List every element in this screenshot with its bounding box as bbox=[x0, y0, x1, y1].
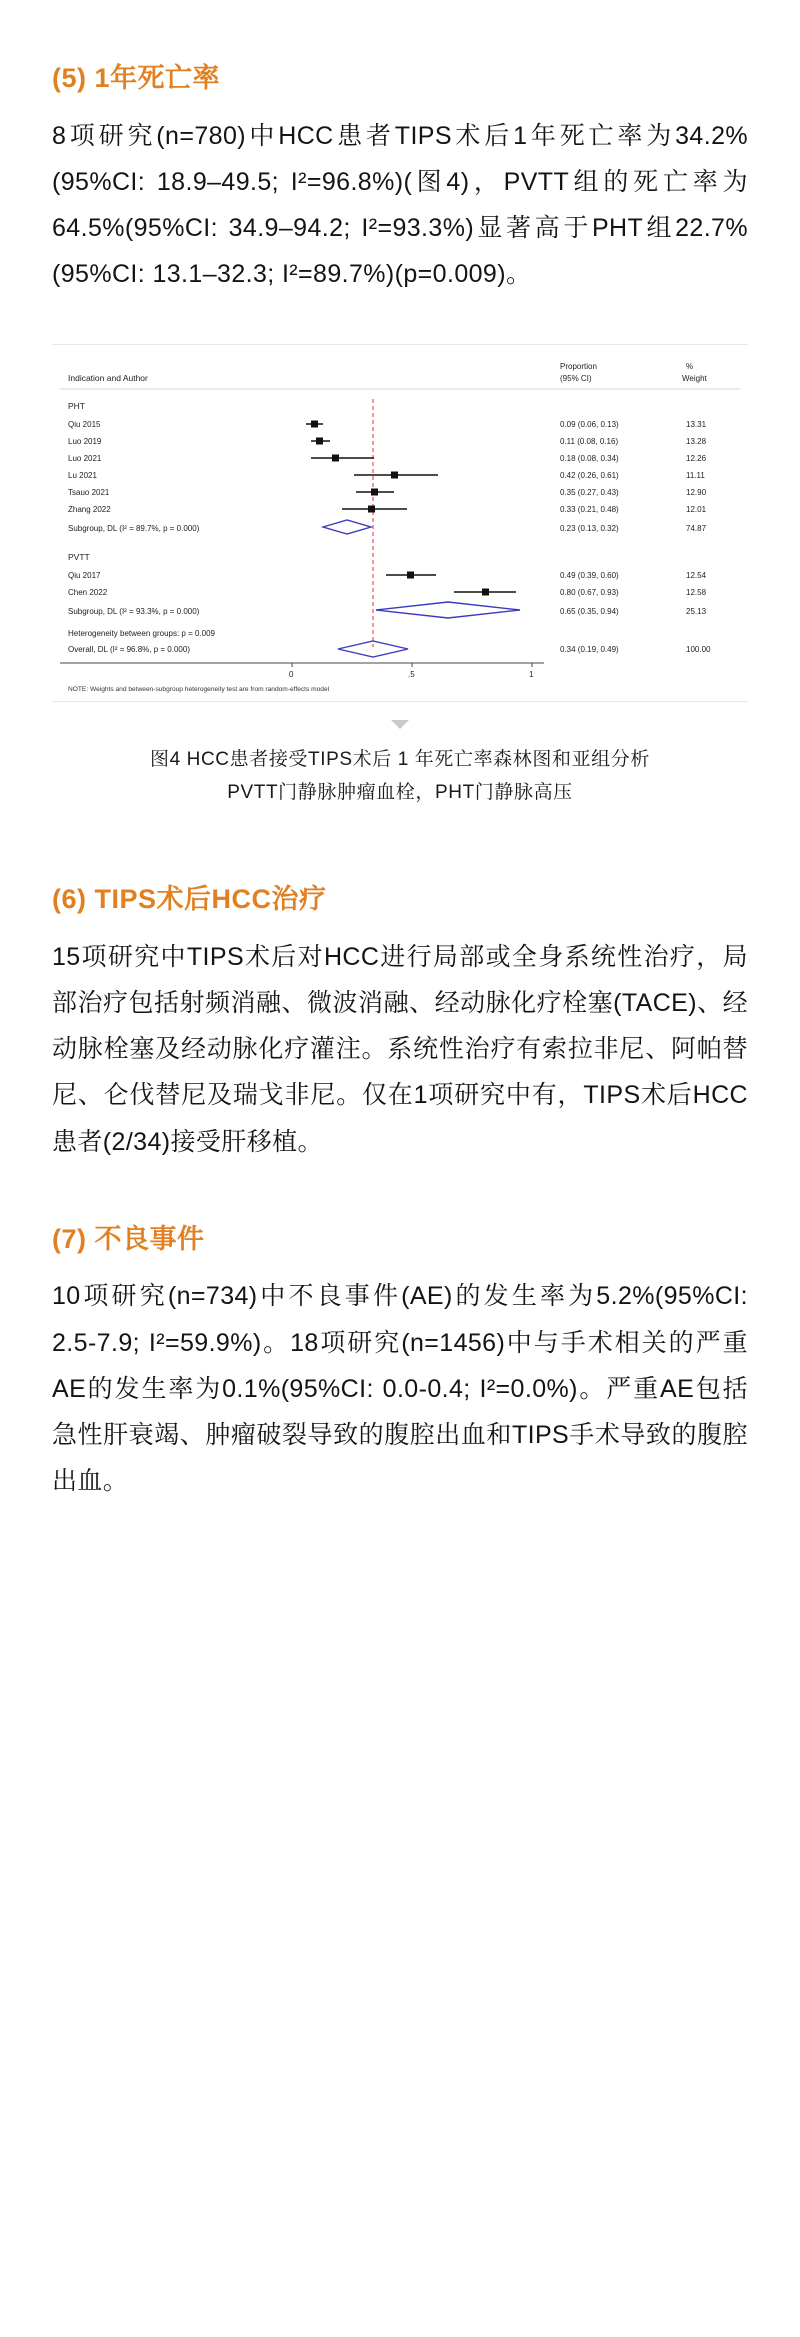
header-weight-2: Weight bbox=[682, 373, 707, 383]
subgroup-weight: 74.87 bbox=[686, 523, 707, 533]
subgroup-weight: 25.13 bbox=[686, 606, 707, 616]
subgroup-summary-pvtt bbox=[68, 602, 707, 618]
forest-row bbox=[68, 571, 707, 580]
figure-4 bbox=[52, 344, 748, 810]
row-weight: 12.54 bbox=[686, 570, 707, 580]
row-label: Luo 2021 bbox=[68, 453, 102, 463]
row-weight: 11.11 bbox=[686, 470, 705, 480]
section-heading-5: (5) 1年死亡率 bbox=[52, 63, 221, 93]
subgroup-ci: 0.23 (0.13, 0.32) bbox=[560, 523, 619, 533]
overall-label: Overall, DL (I² = 96.8%, p = 0.000) bbox=[68, 644, 190, 654]
row-ci: 0.80 (0.67, 0.93) bbox=[560, 587, 619, 597]
overall-summary bbox=[68, 641, 711, 657]
forest-row bbox=[68, 488, 707, 497]
row-ci: 0.49 (0.39, 0.60) bbox=[560, 570, 619, 580]
row-label: Tsauo 2021 bbox=[68, 487, 110, 497]
group-label-pvtt: PVTT bbox=[68, 551, 90, 562]
row-ci: 0.35 (0.27, 0.43) bbox=[560, 487, 619, 497]
forest-row bbox=[68, 454, 707, 463]
row-ci: 0.09 (0.06, 0.13) bbox=[560, 419, 619, 429]
row-label: Chen 2022 bbox=[68, 587, 108, 597]
figure-caption bbox=[52, 743, 748, 810]
subgroup-label: Subgroup, DL (I² = 89.7%, p = 0.000) bbox=[68, 523, 200, 533]
subgroup-label: Subgroup, DL (I² = 93.3%, p = 0.000) bbox=[68, 606, 200, 616]
group-label-pht: PHT bbox=[68, 400, 85, 411]
row-label: Lu 2021 bbox=[68, 470, 97, 480]
heterogeneity-note: Heterogeneity between groups: p = 0.009 bbox=[68, 628, 215, 638]
forest-row bbox=[68, 437, 707, 446]
collapse-triangle-icon bbox=[391, 720, 409, 729]
overall-ci: 0.34 (0.19, 0.49) bbox=[560, 644, 619, 654]
forest-row bbox=[68, 420, 707, 429]
section-paragraph-6: 15项研究中TIPS术后对HCC进行局部或全身系统性治疗，局部治疗包括射频消融、微波消融、经动脉化疗栓塞(TACE)、经动脉栓塞及经动脉化疗灌注。系统性治疗有索拉非尼、阿帕替尼、仑伐替尼及瑞戈非尼。仅在1项研究中有，TIPS术后HCC患者(2/34)接受肝移植。 bbox=[52, 942, 748, 1156]
overall-weight: 100.00 bbox=[686, 644, 711, 654]
row-ci: 0.33 (0.21, 0.48) bbox=[560, 504, 619, 514]
row-label: Zhang 2022 bbox=[68, 504, 111, 514]
forest-plot-svg bbox=[52, 355, 748, 695]
header-weight-1: % bbox=[686, 361, 694, 371]
section-paragraph-5: 8项研究(n=780)中HCC患者TIPS术后1年死亡率为34.2%(95%CI: 18.9–49.5; I²=96.8%)(图4)，PVTT组的死亡率为64.5%(95%CI: 34.9–94.2; I²=93.3%)显著高于PHT组22.7%(95%CI: 13.1–32.3; I²=89.7%)(p=0.009)。 bbox=[52, 121, 748, 289]
row-weight: 12.01 bbox=[686, 504, 707, 514]
axis-tick-0: 0 bbox=[289, 669, 294, 679]
row-weight: 12.58 bbox=[686, 587, 707, 597]
header-proportion-2: (95% CI) bbox=[560, 373, 592, 383]
forest-plot bbox=[52, 344, 748, 702]
subgroup-summary-pht bbox=[68, 520, 707, 534]
forest-row bbox=[68, 471, 705, 480]
section-heading-6: (6) TIPS术后HCC治疗 bbox=[52, 884, 327, 914]
row-weight: 13.28 bbox=[686, 436, 707, 446]
row-ci: 0.42 (0.26, 0.61) bbox=[560, 470, 619, 480]
section-paragraph-7: 10项研究(n=734)中不良事件(AE)的发生率为5.2%(95%CI: 2.5-7.9; I²=59.9%)。18项研究(n=1456)中与手术相关的严重AE的发生率为0.1%(95%CI: 0.0-0.4; I²=0.0%)。严重AE包括急性肝衰竭、肿瘤破裂导致的腹腔出血和TIPS手术导致的腹腔出血。 bbox=[52, 1282, 748, 1496]
header-proportion-1: Proportion bbox=[560, 361, 597, 371]
header-left: Indication and Author bbox=[68, 372, 148, 383]
figure-caption-line1: 图4 HCC患者接受TIPS术后 1 年死亡率森林图和亚组分析 bbox=[150, 748, 650, 770]
row-weight: 12.26 bbox=[686, 453, 707, 463]
row-ci: 0.18 (0.08, 0.34) bbox=[560, 453, 619, 463]
row-weight: 13.31 bbox=[686, 419, 707, 429]
forest-footnote: NOTE: Weights and between-subgroup heterogeneity test are from random-effects model bbox=[68, 685, 330, 693]
figure-caption-line2: PVTT门静脉肿瘤血栓，PHT门静脉高压 bbox=[227, 781, 573, 803]
subgroup-ci: 0.65 (0.35, 0.94) bbox=[560, 606, 619, 616]
forest-row bbox=[68, 588, 707, 597]
row-ci: 0.11 (0.08, 0.16) bbox=[560, 436, 619, 446]
forest-row bbox=[68, 505, 707, 514]
axis-tick-1: .5 bbox=[408, 669, 415, 679]
row-weight: 12.90 bbox=[686, 487, 707, 497]
row-label: Luo 2019 bbox=[68, 436, 102, 446]
row-label: Qiu 2017 bbox=[68, 570, 101, 580]
section-heading-7: (7) 不良事件 bbox=[52, 1223, 205, 1254]
axis-tick-2: 1 bbox=[529, 669, 534, 679]
row-label: Qiu 2015 bbox=[68, 419, 101, 429]
